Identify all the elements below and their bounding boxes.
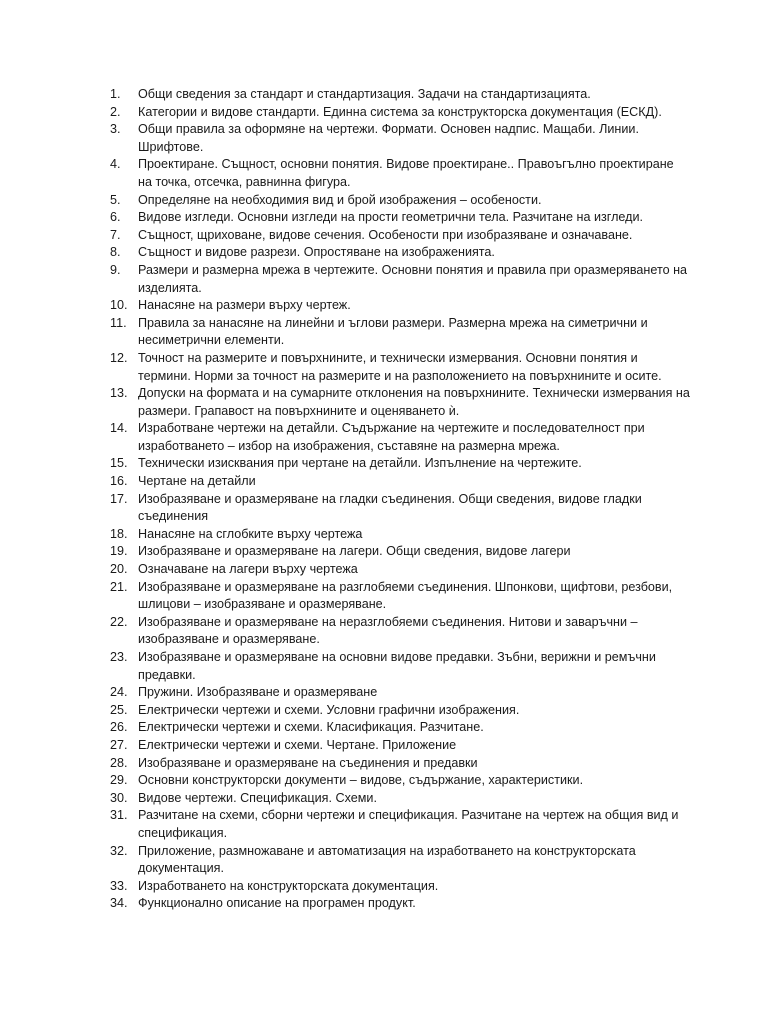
list-item-text: Основни конструкторски документи – видове, съдържание, характеристики. [138,773,584,788]
list-item [110,297,690,315]
list-item [110,156,690,191]
list-item-number: 11. [110,315,127,330]
list-item [110,491,690,526]
list-item [110,737,690,755]
list-item-number: 28. [110,755,128,770]
list-item-text: Допуски на формата и на сумарните отклонения на повърхнините. Технически измервания на размери. Грапавост на повърхнините и оценяването ѝ. [138,386,690,418]
list-item-number: 23. [110,650,128,664]
list-item-number: 1. [110,87,121,101]
list-item-text: Изобразяване и оразмеряване на лагери. Общи сведения, видове лагери [138,544,571,559]
list-item-text: Функционално описание на програмен продукт. [138,896,416,911]
list-item [110,790,690,808]
list-item-text: Видове изгледи. Основни изгледи на прости геометрични тела. Разчитане на изгледи. [138,210,644,225]
list-item-text: Електрически чертежи и схеми. Чертане. Приложение [138,737,457,752]
list-item-text: Видове чертежи. Спецификация. Схеми. [138,790,377,805]
list-item-text: Изобразяване и оразмеряване на гладки съединения. Общи сведения, видове гладки съединения [138,491,642,524]
list-item-number: 12. [110,350,128,365]
list-item-text: Изработването на конструкторската документация. [138,878,439,893]
list-item-number: 13. [110,386,128,401]
list-item-number: 33. [110,878,128,893]
list-item-number: 25. [110,702,128,717]
list-item [110,262,690,297]
list-item-text: Разчитане на схеми, сборни чертежи и спецификация. Разчитане на чертеж на общия вид и спецификация. [138,808,679,840]
list-item-text: Нанасяне на сглобките върху чертежа [138,526,363,541]
list-item-text: Проектиране. Същност, основни понятия. Видове проектиране.. Правоъгълно проектиране на точка, отсечка, равнинна фигура. [138,157,674,189]
list-item-number: 17. [110,491,128,506]
list-item [110,86,690,104]
list-item-text: Нанасяне на размери върху чертеж. [138,298,351,313]
list-item-text: Електрически чертежи и схеми. Класификация. Разчитане. [138,720,484,735]
list-item-text: Размери и размерна мрежа в чертежите. Основни понятия и правила при оразмеряването на изделията. [138,262,688,295]
list-item-number: 14. [110,421,128,436]
list-item-text: Общи сведения за стандарт и стандартизация. Задачи на стандартизацията. [138,87,591,101]
list-item [110,455,690,473]
list-item [110,843,690,878]
list-item [110,526,690,544]
topic-list [110,86,690,913]
list-item [110,579,690,614]
list-item-number: 34. [110,896,128,911]
list-item [110,702,690,720]
list-item-number: 15. [110,456,128,471]
list-item-number: 6. [110,210,121,225]
list-item-number: 22. [110,614,128,629]
list-item-text: Технически изисквания при чертане на детайли. Изпълнение на чертежите. [138,456,582,471]
list-item [110,209,690,227]
list-item [110,121,690,156]
list-item [110,315,690,350]
list-item [110,719,690,737]
list-item-number: 24. [110,685,128,700]
list-item [110,104,690,122]
list-item-text: Изработване чертежи на детайли. Съдържание на чертежите и последователност при изработването – избор на изображения, съставяне на размерна мрежа. [138,421,645,453]
list-item-text: Точност на размерите и повърхнините, и технически измервания. Основни понятия и термини. Норми за точност на размерите и на разположението на повърхнините и осите. [138,350,662,383]
list-item-text: Означаване на лагери върху чертежа [138,562,358,577]
list-item-text: Изобразяване и оразмеряване на съединения и предавки [138,755,478,770]
list-item [110,350,690,385]
list-item [110,755,690,773]
list-item [110,684,690,702]
list-item [110,614,690,649]
list-item-number: 30. [110,790,128,805]
list-item-number: 29. [110,773,128,788]
list-item-number: 32. [110,843,128,858]
list-item-text: Чертане на детайли [138,474,256,489]
list-item-text: Същност, щриховане, видове сечения. Особености при изобразяване и означаване. [138,227,633,242]
list-item-text: Категории и видове стандарти. Единна система за конструкторска документация (ЕСКД). [138,104,662,119]
list-item-text: Изобразяване и оразмеряване на разглобяеми съединения. Шпонкови, щифтови, резбови, шлицови – изобразяване и оразмеряване. [138,579,673,612]
list-item [110,192,690,210]
list-item [110,244,690,262]
list-item-number: 9. [110,262,121,277]
list-item-number: 8. [110,245,121,260]
list-item-text: Изобразяване и оразмеряване на неразглобяеми съединения. Нитови и заваръчни – изобразяване и оразмеряване. [138,614,638,647]
list-item [110,895,690,913]
list-item-text: Определяне на необходимия вид и брой изображения – особености. [138,192,542,207]
list-item-text: Общи правила за оформяне на чертежи. Формати. Основен надпис. Мащаби. Линии. Шрифтове. [138,122,639,154]
list-item-number: 10. [110,298,128,313]
list-item-number: 26. [110,720,128,735]
list-item-text: Приложение, размножаване и автоматизация на изработването на конструкторската документация. [138,843,636,876]
list-item-number: 19. [110,544,128,559]
list-item [110,420,690,455]
list-item [110,807,690,842]
list-item [110,473,690,491]
list-item-number: 16. [110,474,128,489]
list-item-text: Правила за нанасяне на линейни и ъглови размери. Размерна мрежа на симетрични и несиметрични елементи. [138,315,648,348]
list-item-number: 7. [110,227,121,242]
list-item [110,561,690,579]
list-item-number: 20. [110,562,128,577]
list-item-number: 5. [110,192,121,207]
list-item [110,772,690,790]
list-item-number: 31. [110,808,128,823]
list-item-text: Изобразяване и оразмеряване на основни видове предавки. Зъбни, верижни и ремъчни предавки. [138,650,656,682]
list-item [110,385,690,420]
list-item [110,543,690,561]
list-item-number: 18. [110,526,128,541]
list-item-text: Същност и видове разрези. Опростяване на изображенията. [138,245,495,260]
list-item-number: 21. [110,579,128,594]
list-item-text: Пружини. Изобразяване и оразмеряване [138,685,378,700]
list-item [110,227,690,245]
list-item-text: Електрически чертежи и схеми. Условни графични изображения. [138,702,520,717]
list-item-number: 2. [110,104,121,119]
list-item [110,649,690,684]
list-item-number: 3. [110,122,121,137]
list-item-number: 4. [110,157,121,172]
list-item-number: 27. [110,737,128,752]
list-item [110,878,690,896]
